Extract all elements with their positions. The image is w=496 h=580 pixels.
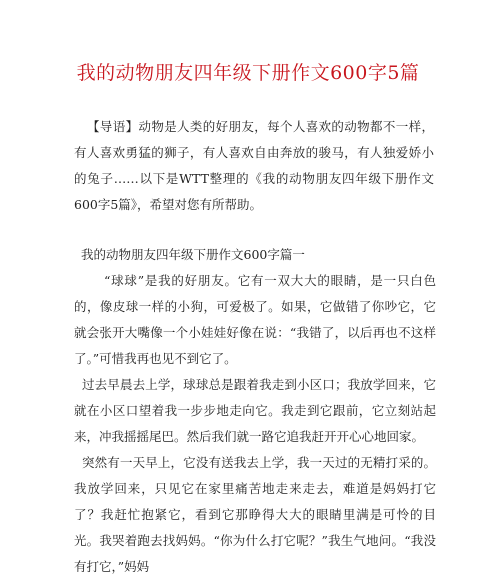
essay-body <box>74 268 436 580</box>
section-title: 我的动物朋友四年级下册作文600字篇一 <box>81 247 305 262</box>
document-title: 我的动物朋友四年级下册作文600字5篇 <box>76 62 420 84</box>
intro-section <box>74 114 434 218</box>
essay-paragraph: “球球”是我的好朋友。它有一双大大的眼睛，是一只白色的，像皮球一样的小狗，可爱极了。如果，它做错了你吵它，它就会张开大嘴像一个小娃娃好像在说：“我错了，以后再也不这样了。”可惜我再也见不到它了。 <box>74 273 436 366</box>
essay-paragraph: 过去早晨去上学，球球总是跟着我走到小区口；我放学回来，它就在小区口望着我一步步地走向它。我走到它跟前，它立刻站起来，冲我摇摇尾巴。然后我们就一路它追我赶开开心心地回家。 <box>74 377 436 444</box>
intro-paragraph: 【导语】动物是人类的好朋友，每个人喜欢的动物都不一样，有人喜欢勇猛的狮子，有人喜欢自由奔放的骏马，有人独爱娇小的兔子……以下是WTT整理的《我的动物朋友四年级下册作文600字5篇》，希望对您有所帮助。 <box>74 119 434 212</box>
essay-paragraph: 突然有一天早上，它没有送我去上学，我一天过的无精打采的。我放学回来，只见它在家里痛苦地走来走去，难道是妈妈打它了？我赶忙抱紧它，看到它那睁得大大的眼睛里满是可怜的目光。我哭着跑去找妈妈。“你为什么打它呢？”我生气地问。“我没有打它，”妈妈 <box>74 455 436 574</box>
